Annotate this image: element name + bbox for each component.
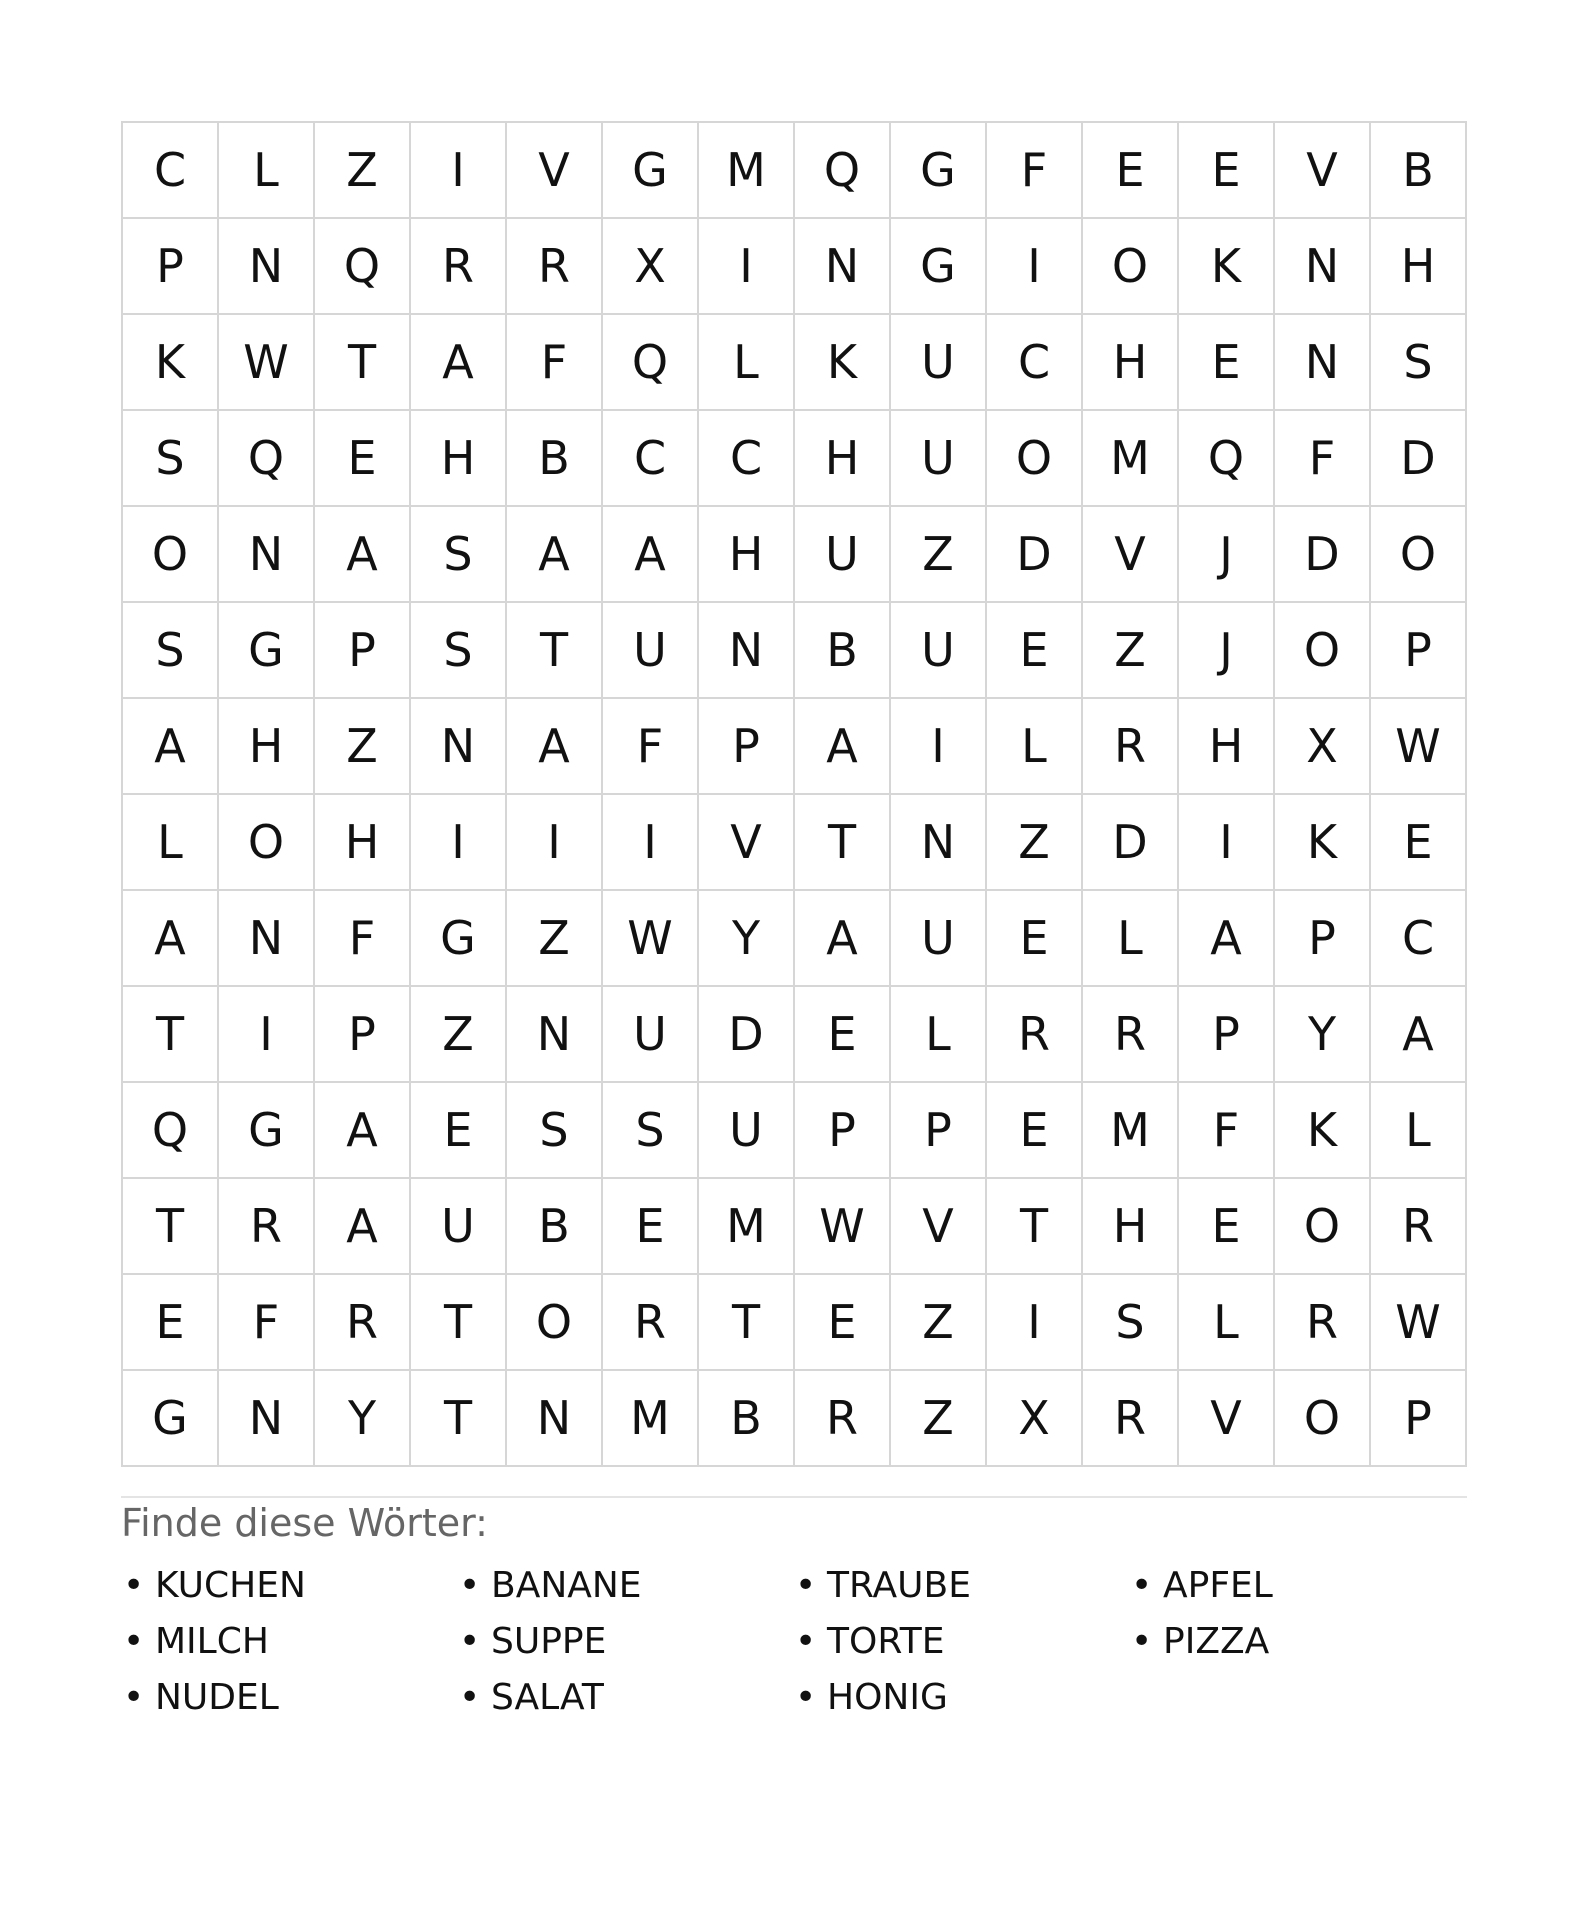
word-list-item [457,1558,793,1614]
word-list-item [121,1614,457,1670]
word-label: APFEL [1163,1565,1273,1606]
grid-cell[interactable]: C [1371,891,1467,987]
grid-cell[interactable]: H [1179,699,1275,795]
grid-cell[interactable]: G [123,1371,219,1467]
grid-cell[interactable]: R [1371,1179,1467,1275]
word-label: SALAT [491,1677,604,1718]
grid-cell[interactable]: L [123,795,219,891]
grid-cell[interactable]: I [1179,795,1275,891]
grid-cell[interactable]: F [1179,1083,1275,1179]
grid-cell[interactable]: V [1179,1371,1275,1467]
grid-cell[interactable]: H [411,411,507,507]
grid-cell[interactable]: N [891,795,987,891]
grid-cell[interactable]: N [219,891,315,987]
grid-cell[interactable]: D [699,987,795,1083]
grid-cell[interactable]: A [315,1083,411,1179]
grid-cell[interactable]: T [507,603,603,699]
grid-cell[interactable]: Z [507,891,603,987]
grid-cell[interactable]: K [1275,795,1371,891]
grid-cell[interactable]: R [1083,699,1179,795]
grid-cell[interactable]: I [603,795,699,891]
grid-cell[interactable]: V [891,1179,987,1275]
grid-cell[interactable]: D [1275,507,1371,603]
grid-cell[interactable]: N [507,987,603,1083]
grid-cell[interactable]: D [987,507,1083,603]
grid-cell[interactable]: W [603,891,699,987]
grid-cell[interactable]: A [1371,987,1467,1083]
grid-cell[interactable]: R [1083,1371,1179,1467]
grid-cell[interactable]: G [603,123,699,219]
grid-cell[interactable]: F [603,699,699,795]
grid-cell[interactable]: A [411,315,507,411]
word-list-item [793,1670,1129,1726]
bullet-icon: • [123,1677,145,1718]
word-list-item [121,1670,457,1726]
grid-cell[interactable]: T [123,987,219,1083]
grid-cell[interactable]: I [411,123,507,219]
grid-cell[interactable]: O [507,1275,603,1371]
grid-cell[interactable]: E [795,987,891,1083]
grid-cell[interactable]: V [507,123,603,219]
grid-cell[interactable]: E [603,1179,699,1275]
word-label: PIZZA [1163,1621,1270,1662]
grid-cell[interactable]: A [315,1179,411,1275]
grid-cell[interactable]: S [123,411,219,507]
grid-cell[interactable]: S [1083,1275,1179,1371]
grid-cell[interactable]: J [1179,603,1275,699]
word-list-item [793,1558,1129,1614]
bullet-icon: • [123,1621,145,1662]
grid-cell[interactable]: P [315,987,411,1083]
grid-cell[interactable]: L [1179,1275,1275,1371]
grid-cell[interactable]: G [891,123,987,219]
grid-cell[interactable]: A [123,699,219,795]
grid-cell[interactable]: P [315,603,411,699]
word-search-grid [121,121,1467,1467]
grid-cell[interactable]: S [507,1083,603,1179]
grid-cell[interactable]: Z [411,987,507,1083]
grid-cell[interactable]: B [507,411,603,507]
grid-cell[interactable]: P [1179,987,1275,1083]
grid-cell[interactable]: G [219,603,315,699]
grid-cell[interactable]: Y [315,1371,411,1467]
grid-cell[interactable]: H [1083,1179,1179,1275]
grid-cell[interactable]: T [315,315,411,411]
grid-cell[interactable]: Z [987,795,1083,891]
grid-cell[interactable]: E [987,1083,1083,1179]
grid-cell[interactable]: U [891,891,987,987]
word-list-item [121,1558,457,1614]
word-label: MILCH [155,1621,269,1662]
grid-cell[interactable]: E [1179,1179,1275,1275]
bullet-icon: • [123,1565,145,1606]
grid-cell[interactable]: F [1275,411,1371,507]
grid-cell[interactable]: O [219,795,315,891]
grid-cell[interactable]: S [1371,315,1467,411]
word-list [121,1558,1467,1726]
grid-cell[interactable]: N [1275,315,1371,411]
grid-cell[interactable]: U [603,603,699,699]
grid-cell[interactable]: Z [315,123,411,219]
grid-cell[interactable]: E [1179,315,1275,411]
grid-cell[interactable]: L [699,315,795,411]
grid-cell[interactable]: X [603,219,699,315]
word-list-item [457,1670,793,1726]
grid-cell[interactable]: W [1371,699,1467,795]
grid-cell[interactable]: T [699,1275,795,1371]
grid-cell[interactable]: A [795,699,891,795]
grid-cell[interactable]: R [411,219,507,315]
grid-cell[interactable]: U [891,603,987,699]
grid-cell[interactable]: H [1083,315,1179,411]
grid-cell[interactable]: G [891,219,987,315]
bullet-icon: • [459,1677,481,1718]
grid-cell[interactable]: H [315,795,411,891]
grid-cell[interactable]: P [795,1083,891,1179]
grid-cell[interactable]: N [219,1371,315,1467]
grid-cell[interactable]: A [1179,891,1275,987]
grid-cell[interactable]: I [987,1275,1083,1371]
grid-cell[interactable]: Q [1179,411,1275,507]
bullet-icon: • [1131,1621,1153,1662]
grid-cell[interactable]: O [987,411,1083,507]
grid-cell[interactable]: V [699,795,795,891]
grid-cell[interactable]: V [1083,507,1179,603]
grid-cell[interactable]: R [987,987,1083,1083]
grid-cell[interactable]: U [603,987,699,1083]
grid-cell[interactable]: M [699,1179,795,1275]
grid-cell[interactable]: I [219,987,315,1083]
grid-cell[interactable]: Q [123,1083,219,1179]
grid-cell[interactable]: H [795,411,891,507]
grid-cell[interactable]: J [1179,507,1275,603]
bullet-icon: • [795,1621,817,1662]
grid-cell[interactable]: P [123,219,219,315]
grid-cell[interactable]: Y [1275,987,1371,1083]
divider [121,1496,1467,1498]
grid-cell[interactable]: O [1275,603,1371,699]
grid-cell[interactable]: P [1371,603,1467,699]
word-label: SUPPE [491,1621,607,1662]
grid-cell[interactable]: R [315,1275,411,1371]
grid-cell[interactable]: Q [315,219,411,315]
grid-cell[interactable]: G [219,1083,315,1179]
grid-cell[interactable]: T [123,1179,219,1275]
grid-cell[interactable]: N [219,507,315,603]
bullet-icon: • [795,1677,817,1718]
grid-cell[interactable]: W [219,315,315,411]
grid-cell[interactable]: K [1275,1083,1371,1179]
grid-cell[interactable]: E [987,603,1083,699]
grid-cell[interactable]: F [507,315,603,411]
word-list-heading: Finde diese Wörter: [121,1501,488,1545]
word-list-item [1129,1614,1465,1670]
grid-cell[interactable]: E [795,1275,891,1371]
grid-cell[interactable]: Z [315,699,411,795]
bullet-icon: • [459,1565,481,1606]
grid-cell[interactable]: E [1371,795,1467,891]
grid-cell[interactable]: C [699,411,795,507]
grid-cell[interactable]: M [699,123,795,219]
grid-cell[interactable]: R [219,1179,315,1275]
grid-cell[interactable]: U [411,1179,507,1275]
grid-cell[interactable]: P [1371,1371,1467,1467]
grid-cell[interactable]: F [219,1275,315,1371]
grid-cell[interactable]: X [1275,699,1371,795]
grid-cell[interactable]: W [795,1179,891,1275]
word-label: BANANE [491,1565,642,1606]
grid-cell[interactable]: I [699,219,795,315]
word-label: HONIG [827,1677,948,1718]
grid-cell[interactable]: C [603,411,699,507]
grid-cell[interactable]: Z [1083,603,1179,699]
grid-cell[interactable]: N [219,219,315,315]
grid-cell[interactable]: D [1371,411,1467,507]
grid-cell[interactable]: O [1275,1371,1371,1467]
grid-cell[interactable]: T [987,1179,1083,1275]
word-label: KUCHEN [155,1565,306,1606]
grid-cell[interactable]: G [411,891,507,987]
grid-cell[interactable]: N [1275,219,1371,315]
grid-cell[interactable]: Z [891,1371,987,1467]
grid-cell[interactable]: B [1371,123,1467,219]
grid-cell[interactable]: L [1371,1083,1467,1179]
grid-cell[interactable]: E [1179,123,1275,219]
grid-cell[interactable]: M [1083,411,1179,507]
grid-cell[interactable]: N [411,699,507,795]
bullet-icon: • [795,1565,817,1606]
word-list-item [1129,1558,1465,1614]
grid-cell[interactable]: U [795,507,891,603]
grid-cell[interactable]: S [411,507,507,603]
grid-cell[interactable]: O [1275,1179,1371,1275]
bullet-icon: • [459,1621,481,1662]
grid-cell[interactable]: H [219,699,315,795]
grid-cell[interactable]: P [1275,891,1371,987]
grid-cell[interactable]: R [603,1275,699,1371]
grid-cell[interactable]: H [699,507,795,603]
grid-cell[interactable]: S [123,603,219,699]
grid-cell[interactable]: L [219,123,315,219]
grid-cell[interactable]: L [987,699,1083,795]
grid-cell[interactable]: Q [219,411,315,507]
grid-cell[interactable]: W [1371,1275,1467,1371]
word-label: TRAUBE [827,1565,971,1606]
grid-cell[interactable]: R [1083,987,1179,1083]
grid-cell[interactable]: O [1371,507,1467,603]
grid-cell[interactable]: A [315,507,411,603]
grid-cell[interactable]: U [891,411,987,507]
grid-cell[interactable]: Y [699,891,795,987]
grid-cell[interactable]: I [411,795,507,891]
grid-cell[interactable]: I [891,699,987,795]
word-label: TORTE [827,1621,945,1662]
grid-cell[interactable]: N [795,219,891,315]
word-list-item [457,1614,793,1670]
grid-cell[interactable]: M [1083,1083,1179,1179]
grid-cell[interactable]: I [987,219,1083,315]
grid-cell[interactable]: A [603,507,699,603]
bullet-icon: • [1131,1565,1153,1606]
grid-cell[interactable]: L [891,987,987,1083]
grid-cell[interactable]: O [1083,219,1179,315]
grid-cell[interactable]: B [795,603,891,699]
grid-cell[interactable]: E [315,411,411,507]
grid-cell[interactable]: E [1083,123,1179,219]
grid-cell[interactable]: Z [891,1275,987,1371]
grid-cell[interactable]: V [1275,123,1371,219]
grid-cell[interactable]: R [1275,1275,1371,1371]
grid-cell[interactable]: Q [603,315,699,411]
grid-cell[interactable]: U [699,1083,795,1179]
grid-cell[interactable]: T [795,795,891,891]
grid-cell[interactable]: E [987,891,1083,987]
grid-cell[interactable]: Q [795,123,891,219]
grid-cell[interactable]: C [123,123,219,219]
grid-cell[interactable]: E [123,1275,219,1371]
grid-cell[interactable]: H [1371,219,1467,315]
grid-cell[interactable]: K [1179,219,1275,315]
grid-cell[interactable]: C [987,315,1083,411]
grid-cell[interactable]: A [507,507,603,603]
grid-cell[interactable]: P [699,699,795,795]
grid-cell[interactable]: F [315,891,411,987]
grid-cell[interactable]: K [123,315,219,411]
grid-cell[interactable]: U [891,315,987,411]
grid-cell[interactable]: L [1083,891,1179,987]
grid-cell[interactable]: A [795,891,891,987]
grid-cell[interactable]: A [507,699,603,795]
grid-cell[interactable]: Z [891,507,987,603]
grid-cell[interactable]: S [411,603,507,699]
grid-cell[interactable]: X [987,1371,1083,1467]
grid-cell[interactable]: N [699,603,795,699]
grid-cell[interactable]: O [123,507,219,603]
grid-cell[interactable]: D [1083,795,1179,891]
grid-cell[interactable]: E [411,1083,507,1179]
word-list-item [793,1614,1129,1670]
grid-cell[interactable]: S [603,1083,699,1179]
grid-cell[interactable]: T [411,1371,507,1467]
grid-cell[interactable]: I [507,795,603,891]
grid-cell[interactable]: B [699,1371,795,1467]
word-label: NUDEL [155,1677,279,1718]
grid-cell[interactable]: R [507,219,603,315]
grid-cell[interactable]: K [795,315,891,411]
grid-cell[interactable]: R [795,1371,891,1467]
grid-cell[interactable]: B [507,1179,603,1275]
grid-cell[interactable]: A [123,891,219,987]
grid-cell[interactable]: M [603,1371,699,1467]
grid-cell[interactable]: P [891,1083,987,1179]
grid-cell[interactable]: N [507,1371,603,1467]
grid-cell[interactable]: T [411,1275,507,1371]
grid-cell[interactable]: F [987,123,1083,219]
